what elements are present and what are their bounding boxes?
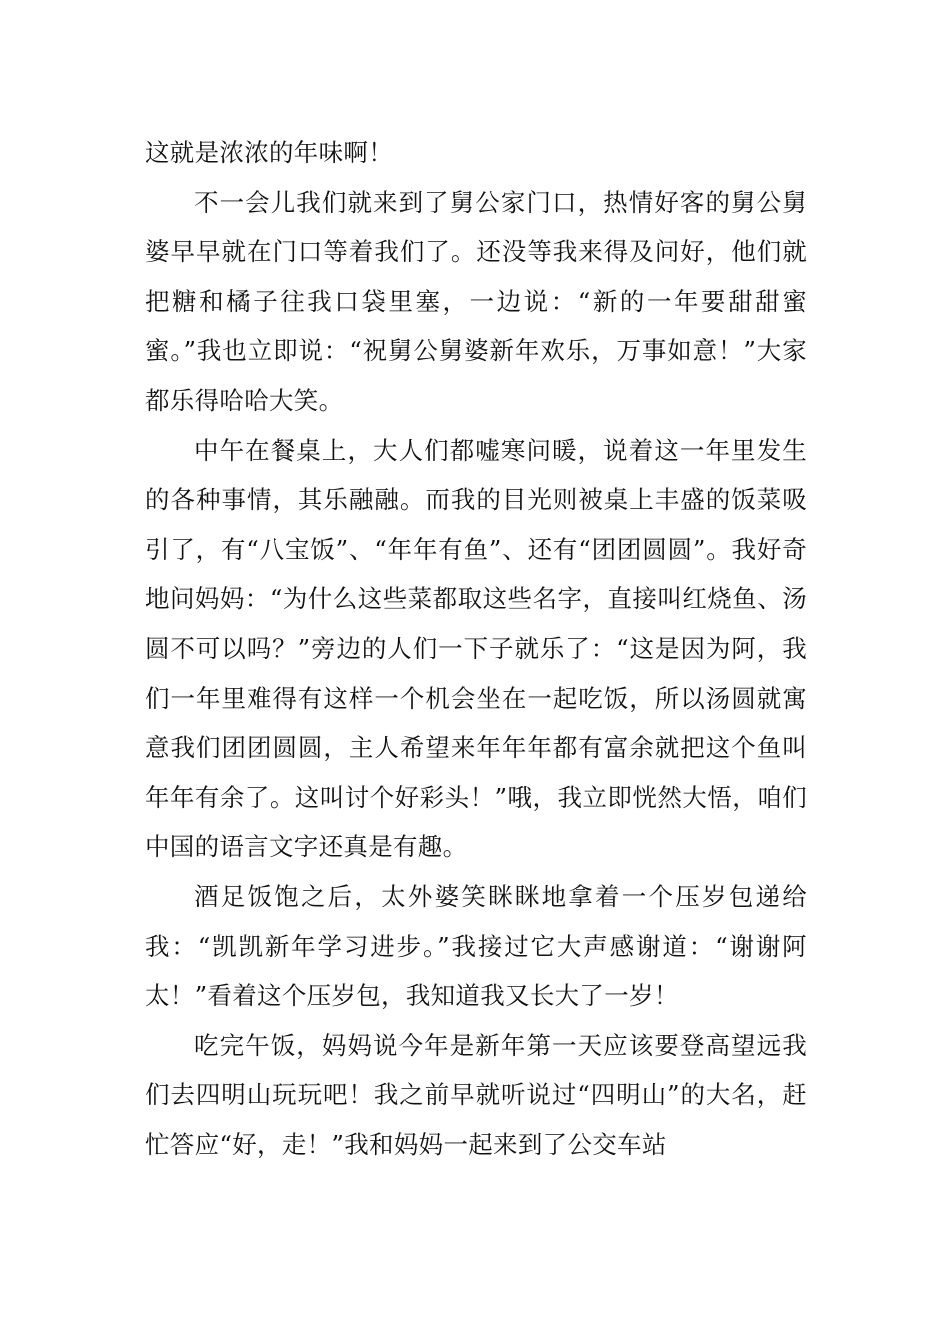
paragraph-4: 酒足饭饱之后，太外婆笑眯眯地拿着一个压岁包递给我：“凯凯新年学习进步。”我接过它大声感谢道：“谢谢阿太！”看着这个压岁包，我知道我又长大了一岁！ [145,881,807,1011]
paragraph-1: 这就是浓浓的年味啊！ [145,138,393,167]
document-body [145,128,807,1169]
paragraph-3: 中午在餐桌上，大人们都嘘寒问暖，说着这一年里发生的各种事情，其乐融融。而我的目光则被桌上丰盛的饭菜吸引了，有“八宝饭”、“年年有鱼”、还有“团团圆圆”。我好奇地问妈妈：“为什么这些菜都取这些名字，直接叫红烧鱼、汤圆不可以吗？”旁边的人们一下子就乐了：“这是因为阿，我们一年里难得有这样一个机会坐在一起吃饭，所以汤圆就寓意我们团团圆圆，主人希望来年年年都有富余就把这个鱼叫年年有余了。这叫讨个好彩头！”哦，我立即恍然大悟，咱们中国的语言文字还真是有趣。 [145,435,807,862]
paragraph-5: 吃完午饭，妈妈说今年是新年第一天应该要登高望远我们去四明山玩玩吧！我之前早就听说过“四明山”的大名，赶忙答应“好，走！”我和妈妈一起来到了公交车站 [145,1030,807,1159]
paragraph-2: 不一会儿我们就来到了舅公家门口，热情好客的舅公舅婆早早就在门口等着我们了。还没等我来得及问好，他们就把糖和橘子往我口袋里塞，一边说：“新的一年要甜甜蜜蜜。”我也立即说：“祝舅公舅婆新年欢乐，万事如意！”大家都乐得哈哈大笑。 [145,187,807,415]
